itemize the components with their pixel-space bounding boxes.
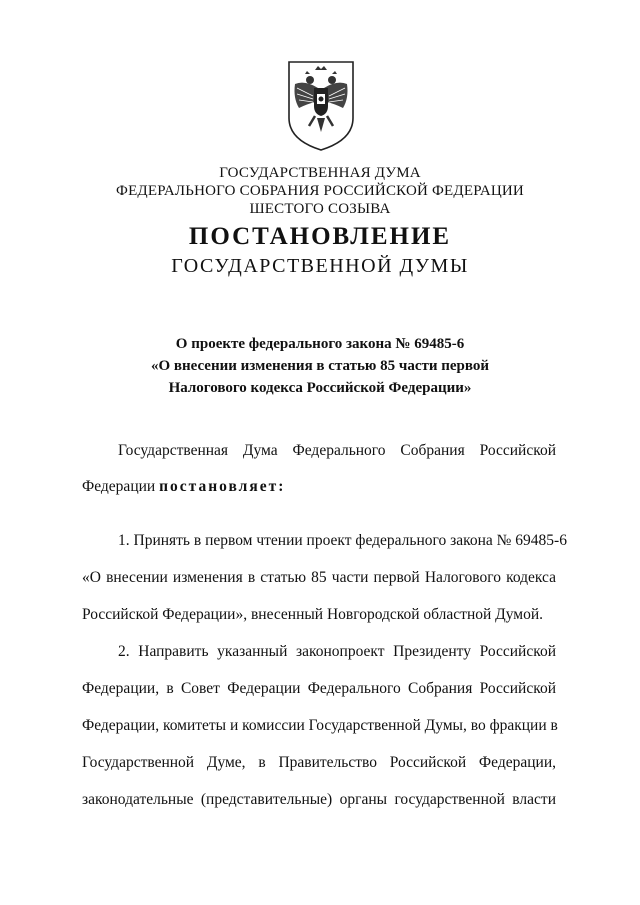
p1-line1: 1. Принять в первом чтении проект федерального закона № 69485-6 (118, 532, 567, 549)
convocation: ШЕСТОГО СОЗЫВА (249, 201, 391, 217)
p2-line4: Государственной Думе, в Правительство Российской Федерации, (82, 754, 556, 771)
intro-line1: Государственная Дума Федерального Собрания Российской (118, 442, 556, 459)
p2-line2: Федерации, в Совет Федерации Федерального Собрания Российской (82, 680, 556, 697)
intro-line2 (82, 478, 556, 496)
p1-line3: Российской Федерации», внесенный Новгородской областной Думой. (82, 606, 544, 623)
resolves-word: постановляет: (159, 478, 286, 495)
coat-of-arms-icon (285, 58, 357, 154)
p2-line1: 2. Направить указанный законопроект Президенту Российской (118, 643, 556, 660)
p2-line3: Федерации, комитеты и комиссии Государственной Думы, во фракции в (82, 717, 558, 734)
p1-line2: «О внесении изменения в статью 85 части первой Налогового кодекса (82, 569, 556, 586)
subject-line3: Налогового кодекса Российской Федерации» (168, 380, 472, 396)
p2-line5: законодательные (представительные) органы государственной власти (82, 791, 556, 808)
subject-line2: «О внесении изменения в статью 85 части первой (150, 358, 490, 374)
org-name-line1: ГОСУДАРСТВЕННАЯ ДУМА (219, 165, 421, 181)
document-title: ПОСТАНОВЛЕНИЕ (188, 223, 452, 250)
document-subtitle: ГОСУДАРСТВЕННОЙ ДУМЫ (171, 255, 469, 277)
subject-line1: О проекте федерального закона № 69485-6 (175, 336, 465, 352)
intro-line2-start: Федерации (82, 478, 160, 495)
org-name-line2: ФЕДЕРАЛЬНОГО СОБРАНИЯ РОССИЙСКОЙ ФЕДЕРАЦИИ (116, 183, 524, 199)
